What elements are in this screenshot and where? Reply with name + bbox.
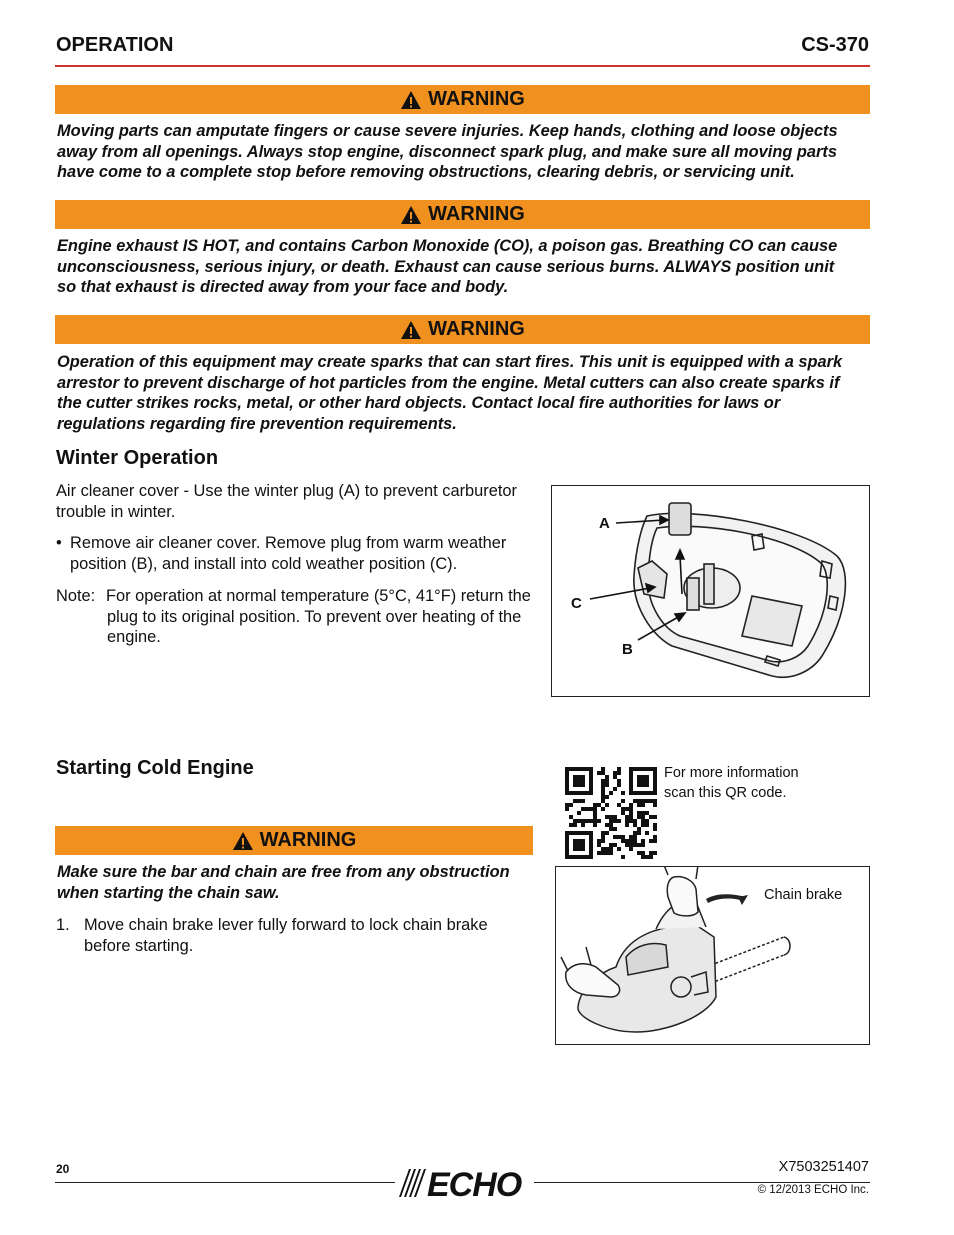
chain-brake-label: Chain brake xyxy=(764,887,843,903)
figure-label-a: A xyxy=(599,515,610,532)
warning-banner-exhaust xyxy=(55,200,870,229)
warning-banner-sparks xyxy=(55,315,870,344)
warning-banner-moving-parts xyxy=(55,85,870,114)
chain-saw-illustration xyxy=(556,867,869,1044)
page-number: 20 xyxy=(56,1162,70,1176)
warning-label: WARNING xyxy=(428,318,525,340)
logo-text: ECHO xyxy=(427,1167,522,1199)
section-title: OPERATION xyxy=(56,34,174,56)
warning-label: WARNING xyxy=(428,203,525,225)
chain-brake-figure xyxy=(555,866,870,1045)
step-1: 1. Move chain brake lever fully forward to lock chain brake before starting. xyxy=(56,916,488,955)
model-number: CS-370 xyxy=(801,34,869,56)
starting-cold-engine-heading: Starting Cold Engine xyxy=(56,757,254,779)
winter-bullet: • Remove air cleaner cover. Remove plug from warm weather position (B), and install into cold weather position (C). xyxy=(56,534,507,573)
step-number: 1. xyxy=(56,916,70,934)
qr-code[interactable] xyxy=(565,767,657,859)
warning-text-obstruction: Make sure the bar and chain are free from any obstruction when starting the chain saw. xyxy=(57,863,510,902)
warning-label: WARNING xyxy=(259,829,357,851)
air-cleaner-illustration xyxy=(552,486,869,696)
warning-text-moving-parts: Moving parts can amputate fingers or cause severe injuries. Keep hands, clothing and loose objects away from all openings. Always stop engine, disconnect spark plug, and make sure all moving parts have come to a complete stop before removing obstructions, clearing debris, or servicing unit. xyxy=(57,122,838,181)
warning-banner-obstruction xyxy=(55,826,533,855)
air-cleaner-cover-figure xyxy=(551,485,870,697)
winter-note: Note: For operation at normal temperature (5°C, 41°F) return the plug to its original position. To prevent over heating of the engine. xyxy=(56,587,531,646)
warning-text-exhaust: Engine exhaust IS HOT, and contains Carbon Monoxide (CO), a poison gas. Breathing CO can cause unconsciousness, serious injury, or death. Exhaust can cause serious burns. ALWAYS position unit so that exhaust is directed away from your face and body. xyxy=(57,237,838,296)
winter-intro: Air cleaner cover - Use the winter plug (A) to prevent carburetor trouble in winter. xyxy=(56,482,517,521)
warning-triangle-icon xyxy=(400,320,422,340)
qr-code-image xyxy=(565,767,657,859)
copyright: © 12/2013 ECHO Inc. xyxy=(757,1184,869,1196)
header-rule xyxy=(55,65,870,67)
note-prefix: Note: xyxy=(56,587,96,605)
warning-triangle-icon xyxy=(400,205,422,225)
document-number: X7503251407 xyxy=(778,1159,869,1175)
footer-rule-right xyxy=(534,1182,870,1183)
warning-label: WARNING xyxy=(428,88,525,110)
bullet-mark: • xyxy=(56,534,62,552)
qr-caption: For more information scan this QR code. xyxy=(664,765,799,801)
warning-text-sparks: Operation of this equipment may create sparks that can start fires. This unit is equipped with a spark arrestor to prevent discharge of hot particles from the engine. Metal cutters can also create sparks if the cutter strikes rocks, metal, or other hard objects. Contact local fire authorities for laws or regulations regarding fire prevention requirements. xyxy=(57,353,843,433)
figure-label-b: B xyxy=(622,641,633,658)
echo-logo xyxy=(395,1167,535,1199)
warning-triangle-icon xyxy=(400,90,422,110)
winter-operation-heading: Winter Operation xyxy=(56,447,219,469)
figure-label-c: C xyxy=(571,595,582,612)
warning-triangle-icon xyxy=(232,831,254,851)
footer-rule-left xyxy=(55,1182,395,1183)
